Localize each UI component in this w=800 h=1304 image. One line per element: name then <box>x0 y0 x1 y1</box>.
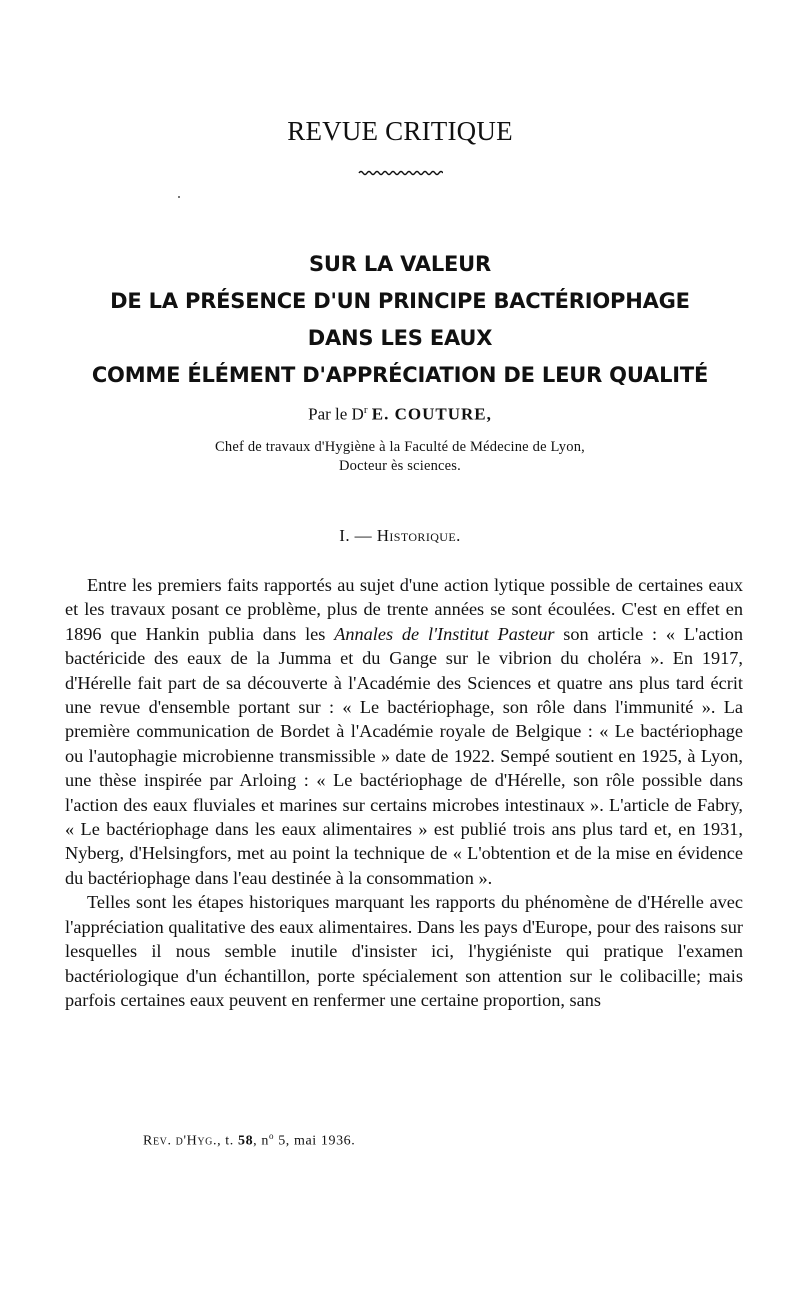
footer-journal: Rev. d'Hyg. <box>143 1133 218 1149</box>
page-footer-citation <box>143 1131 355 1150</box>
article-title <box>0 246 800 394</box>
paragraph-1-part-2: son article : « L'action bactéricide des eaux de la Jumma et du Gange sur le vibrion du choléra ». En 1917, d'Hérelle fait part de sa découverte à l'Académie des Sciences et quatre ans plus tard écrit une revue d'ensemble portant sur : « Le bactériophage, son rôle dans l'immunité ». La première communication de Bordet à l'Académie royale de Belgique : « Le bactériophage ou l'autophagie microbienne transmissible » date de 1922. Sempé soutient en 1925, à Lyon, une thèse inspirée par Arloing : « Le bactériophage de d'Hérelle, son rôle possible dans l'action des eaux fluviales et marines sur certains microbes intestinaux ». L'article de Fabry, « Le bactériophage dans les eaux alimentaires » est publié trois ans plus tard et, en 1931, Nyberg, d'Helsingfors, met au point la technique de « L'obtention et de la mise en évidence du bactériophage dans l'eau destinée à la consommation ». <box>65 623 743 888</box>
footer-details-a: , t. <box>217 1133 238 1149</box>
affiliation-line-1: Chef de travaux d'Hygiène à la Faculté de Médecine de Lyon, <box>215 439 585 455</box>
rubric-heading: REVUE CRITIQUE <box>287 116 513 146</box>
paragraph-1-part-1: Entre les premiers faits rapportés au sujet d'une action lytique possible de certaines eaux et les travaux posant ce problème, plus de trente années se sont écoulées. C'est en effet en 1896 que Hankin publia dans les <box>65 575 743 644</box>
byline-sup: r <box>363 404 368 416</box>
footer-volume: 58 <box>237 1133 254 1149</box>
wavy-rule-ornament <box>357 168 443 178</box>
title-line-1: SUR LA VALEUR <box>308 252 492 276</box>
title-line-4: COMME ÉLÉMENT D'APPRÉCIATION DE LEUR QUALITÉ <box>91 363 709 387</box>
affiliation-line-2: Docteur ès sciences. <box>339 458 461 474</box>
paragraph-1 <box>65 573 743 890</box>
footer-no-sup: o <box>268 1131 275 1141</box>
print-speck <box>178 196 180 198</box>
paragraph-2: Telles sont les étapes historiques marquant les rapports du phénomène de d'Hérelle avec l'appréciation qualitative des eaux alimentaires. Dans les pays d'Europe, pour des raisons sur lesquelles il nous semble inutile d'insister ici, l'hygiéniste qui pratique l'examen bactériologique d'un échantillon, porte spécialement son attention sur le colibacille; mais parfois certaines eaux peuvent en renfermer une certaine proportion, sans <box>65 892 743 1010</box>
footer-details-c: 5, mai 1936. <box>274 1133 356 1149</box>
author-name: E. COUTURE, <box>371 404 492 424</box>
title-line-2: DE LA PRÉSENCE D'UN PRINCIPE BACTÉRIOPHAGE <box>110 289 690 313</box>
author-byline <box>0 404 800 425</box>
footer-details-b: , n <box>253 1133 269 1149</box>
section-number: I. — <box>339 526 377 545</box>
byline-prefix: Par le D <box>308 404 364 424</box>
author-affiliation <box>0 438 800 476</box>
section-title: Historique. <box>376 526 461 545</box>
title-line-3: DANS LES EAUX <box>307 326 493 350</box>
article-body <box>65 573 743 1012</box>
journal-citation: Annales de l'Institut Pasteur <box>334 623 555 644</box>
section-heading <box>0 526 800 546</box>
